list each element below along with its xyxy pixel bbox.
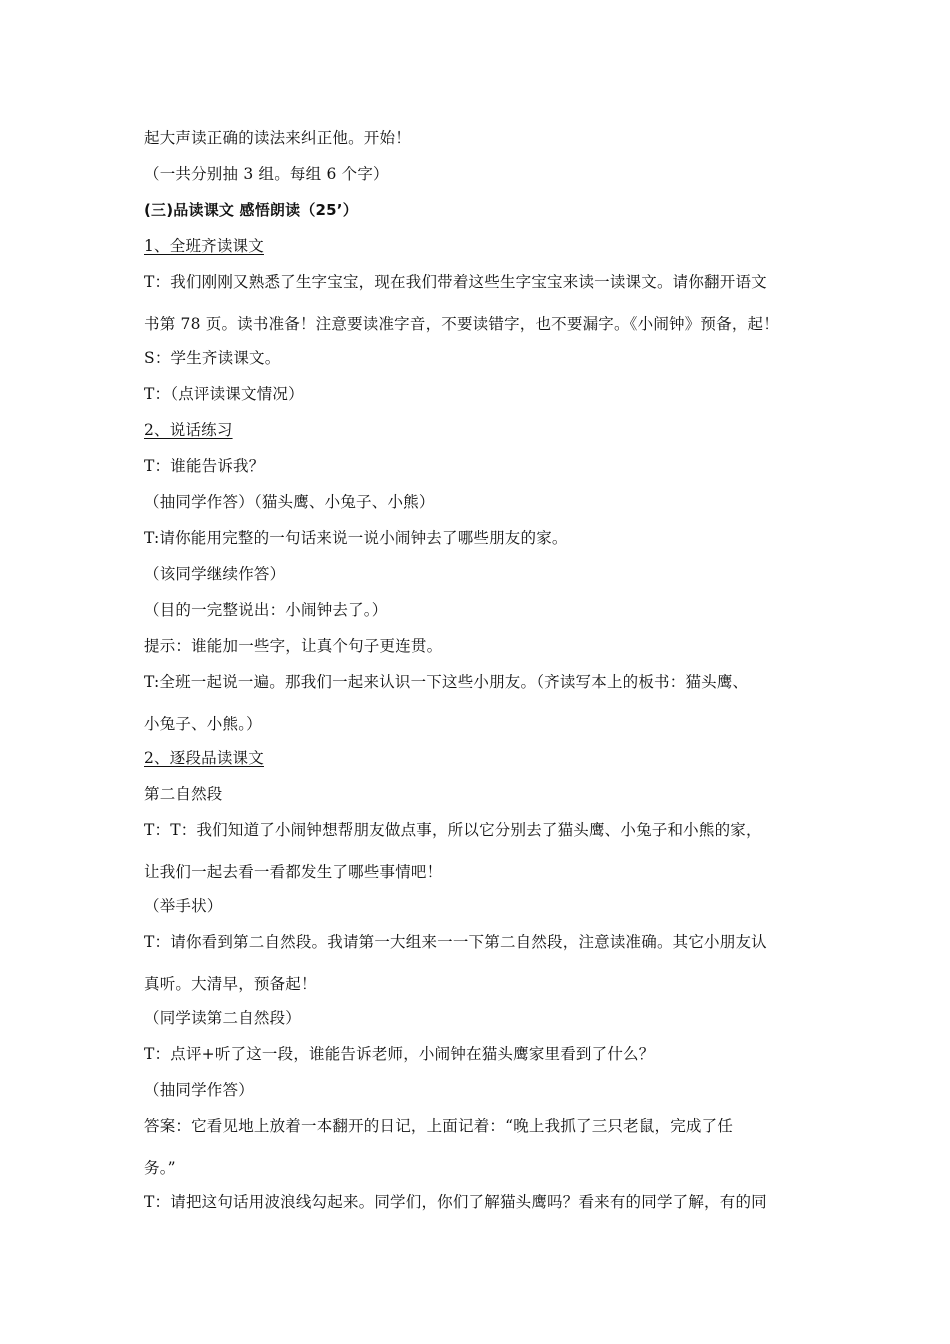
paragraph-line: 起大声读正确的读法来纠正他。开始！ [144, 129, 411, 147]
paragraph-line: T:请你能用完整的一句话来说一说小闹钟去了哪些朋友的家。 [144, 529, 568, 547]
paragraph-line: 务。” [144, 1159, 176, 1177]
paragraph-line: T：T：我们知道了小闹钟想帮朋友做点事，所以它分别去了猫头鹰、小兔子和小熊的家， [144, 821, 762, 839]
paragraph-line: （目的一完整说出：小闹钟去了。） [144, 601, 388, 619]
section-heading: (三)品读课文 感悟朗读（25’） [144, 201, 358, 219]
subsection-heading: 2、逐段品读课文 [144, 749, 264, 767]
paragraph-line: （一共分别抽 3 组。每组 6 个字） [144, 165, 389, 183]
paragraph-line: 提示：谁能加一些字，让真个句子更连贯。 [144, 637, 443, 655]
paragraph-line: （举手状） [144, 897, 223, 915]
paragraph-line: T：请你看到第二自然段。我请第一大组来一一下第二自然段，注意读准确。其它小朋友认 [144, 933, 767, 951]
subsection-heading: 2、说话练习 [144, 421, 233, 439]
paragraph-line: T：我们刚刚又熟悉了生字宝宝，现在我们带着这些生字宝宝来读一读课文。请你翻开语文 [144, 273, 767, 291]
paragraph-line: 第二自然段 [144, 785, 223, 803]
paragraph-line: 真听。大清早，预备起！ [144, 975, 317, 993]
paragraph-line: T：（点评读课文情况） [144, 385, 304, 403]
subsection-heading: 1、全班齐读课文 [144, 237, 264, 255]
paragraph-line: 书第 78 页。读书准备！注意要读准字音，不要读错字，也不要漏字。《小闹钟》预备，起！ [144, 315, 779, 333]
paragraph-line: （同学读第二自然段） [144, 1009, 302, 1027]
paragraph-line: T：请把这句话用波浪线勾起来。同学们，你们了解猫头鹰吗？看来有的同学了解，有的同 [144, 1193, 767, 1211]
paragraph-line: 让我们一起去看一看都发生了哪些事情吧！ [144, 863, 443, 881]
paragraph-line: （抽同学作答） [144, 1081, 254, 1099]
paragraph-line: 小兔子、小熊。） [144, 715, 262, 733]
paragraph-line: S：学生齐读课文。 [144, 349, 281, 367]
paragraph-line: （该同学继续作答） [144, 565, 286, 583]
paragraph-line: T：谁能告诉我？ [144, 457, 265, 475]
paragraph-line: T：点评+听了这一段，谁能告诉老师，小闹钟在猫头鹰家里看到了什么？ [144, 1045, 655, 1063]
paragraph-line: （抽同学作答）（猫头鹰、小兔子、小熊） [144, 493, 435, 511]
paragraph-line: T:全班一起说一遍。那我们一起来认识一下这些小朋友。（齐读写本上的板书：猫头鹰、 [144, 673, 749, 691]
paragraph-line: 答案：它看见地上放着一本翻开的日记，上面记着：“晚上我抓了三只老鼠，完成了任 [144, 1117, 734, 1135]
